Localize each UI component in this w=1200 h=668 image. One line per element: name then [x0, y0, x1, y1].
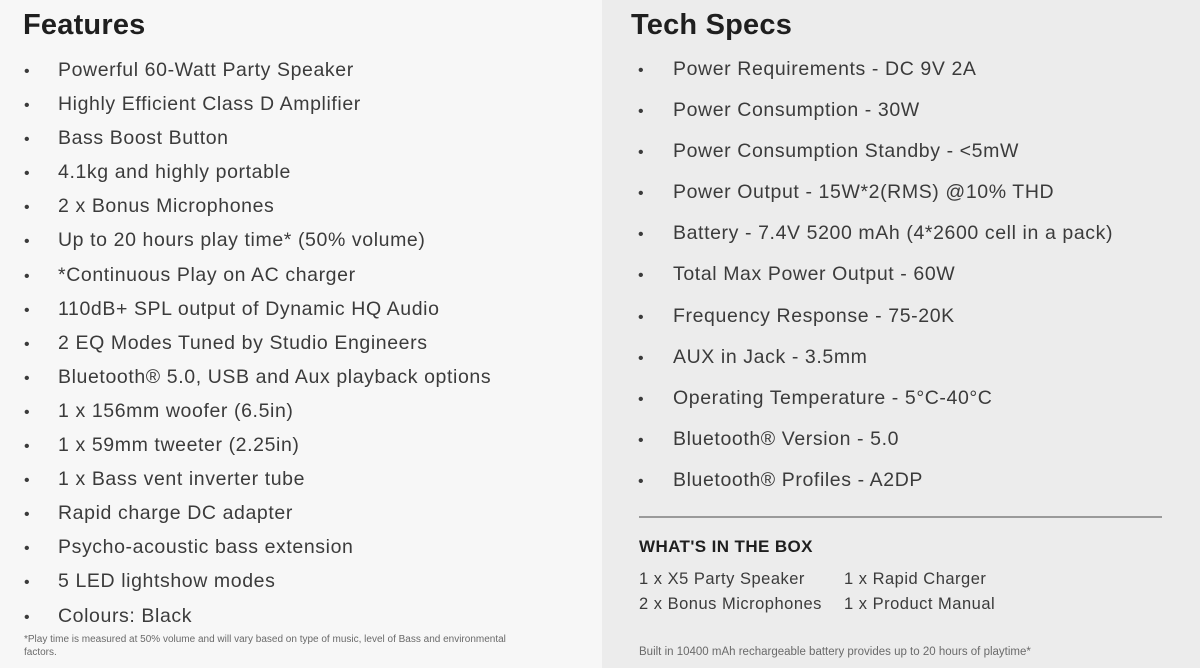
bullet-icon: • — [24, 608, 31, 626]
bullet-icon: • — [24, 369, 31, 387]
spec-item: • Power Output - 15W*2(RMS) @10% THD — [638, 172, 1113, 213]
feature-item: • 1 x Bass vent inverter tube — [24, 462, 491, 496]
spec-item: • Total Max Power Output - 60W — [638, 254, 1113, 295]
spec-item: • Power Requirements - DC 9V 2A — [638, 49, 1113, 90]
feature-item: • Up to 20 hours play time* (50% volume) — [24, 223, 491, 257]
features-footnote: *Play time is measured at 50% volume and will vary based on type of music, level of Bass and environmental factors. — [24, 634, 506, 658]
section-divider — [639, 516, 1162, 518]
spec-item: • AUX in Jack - 3.5mm — [638, 337, 1113, 378]
bullet-icon: • — [638, 349, 645, 367]
bullet-icon: • — [24, 540, 31, 558]
spec-item: • Frequency Response - 75-20K — [638, 296, 1113, 337]
spec-item: • Power Consumption - 30W — [638, 90, 1113, 131]
spec-item: • Bluetooth® Version - 5.0 — [638, 419, 1113, 460]
box-item: 1 x Rapid Charger — [844, 570, 987, 588]
bullet-icon: • — [638, 308, 645, 326]
bullet-icon: • — [24, 267, 31, 285]
bullet-icon: • — [638, 390, 645, 408]
feature-item: • 2 x Bonus Microphones — [24, 189, 491, 223]
box-item: 1 x X5 Party Speaker — [639, 570, 805, 588]
bullet-icon: • — [24, 63, 31, 80]
feature-item: • Bluetooth® 5.0, USB and Aux playback options — [24, 360, 491, 394]
feature-item: • *Continuous Play on AC charger — [24, 258, 491, 292]
bullet-icon: • — [24, 199, 31, 217]
bullet-icon: • — [24, 472, 31, 490]
spec-item: • Operating Temperature - 5°C-40°C — [638, 378, 1113, 419]
bullet-icon: • — [638, 144, 645, 162]
bullet-icon: • — [24, 131, 31, 149]
bullet-icon: • — [638, 472, 645, 490]
feature-item: • 4.1kg and highly portable — [24, 155, 491, 189]
bullet-icon: • — [638, 103, 645, 121]
bullet-icon: • — [24, 335, 31, 353]
feature-item: • 1 x 156mm woofer (6.5in) — [24, 394, 491, 428]
bullet-icon: • — [638, 226, 645, 244]
bullet-icon: • — [24, 165, 31, 183]
bullet-icon: • — [24, 438, 31, 456]
bullet-icon: • — [638, 185, 645, 203]
feature-item: • 1 x 59mm tweeter (2.25in) — [24, 428, 491, 462]
bullet-icon: • — [638, 267, 645, 285]
feature-item: • 110dB+ SPL output of Dynamic HQ Audio — [24, 292, 491, 326]
bullet-icon: • — [638, 431, 645, 449]
in-the-box-list — [639, 570, 995, 614]
bullet-icon: • — [24, 403, 31, 421]
feature-item: • Highly Efficient Class D Amplifier — [24, 87, 491, 121]
bullet-icon: • — [24, 574, 31, 592]
feature-item: • Powerful 60-Watt Party Speaker — [24, 53, 491, 87]
bullet-icon: • — [24, 506, 31, 524]
tech-specs-list — [638, 49, 1113, 501]
feature-item: • Colours: Black — [24, 599, 491, 633]
features-title: Features — [23, 9, 146, 41]
features-list — [24, 53, 491, 633]
bullet-icon: • — [24, 97, 31, 115]
feature-item: • 5 LED lightshow modes — [24, 564, 491, 598]
spec-item: • Power Consumption Standby - <5mW — [638, 131, 1113, 172]
bullet-icon: • — [24, 233, 31, 251]
box-item: 2 x Bonus Microphones — [639, 595, 822, 613]
feature-item: • 2 EQ Modes Tuned by Studio Engineers — [24, 326, 491, 360]
feature-item: • Psycho-acoustic bass extension — [24, 530, 491, 564]
box-item: 1 x Product Manual — [844, 595, 996, 613]
in-the-box-title: WHAT'S IN THE BOX — [639, 537, 813, 556]
battery-footnote: Built in 10400 mAh rechargeable battery provides up to 20 hours of playtime* — [639, 646, 1031, 658]
spec-item: • Bluetooth® Profiles - A2DP — [638, 460, 1113, 501]
bullet-icon: • — [638, 62, 645, 79]
tech-specs-title: Tech Specs — [631, 9, 793, 41]
tech-specs-panel — [602, 0, 1200, 668]
feature-item: • Bass Boost Button — [24, 121, 491, 155]
feature-item: • Rapid charge DC adapter — [24, 496, 491, 530]
spec-item: • Battery - 7.4V 5200 mAh (4*2600 cell in a pack) — [638, 213, 1113, 254]
bullet-icon: • — [24, 301, 31, 319]
